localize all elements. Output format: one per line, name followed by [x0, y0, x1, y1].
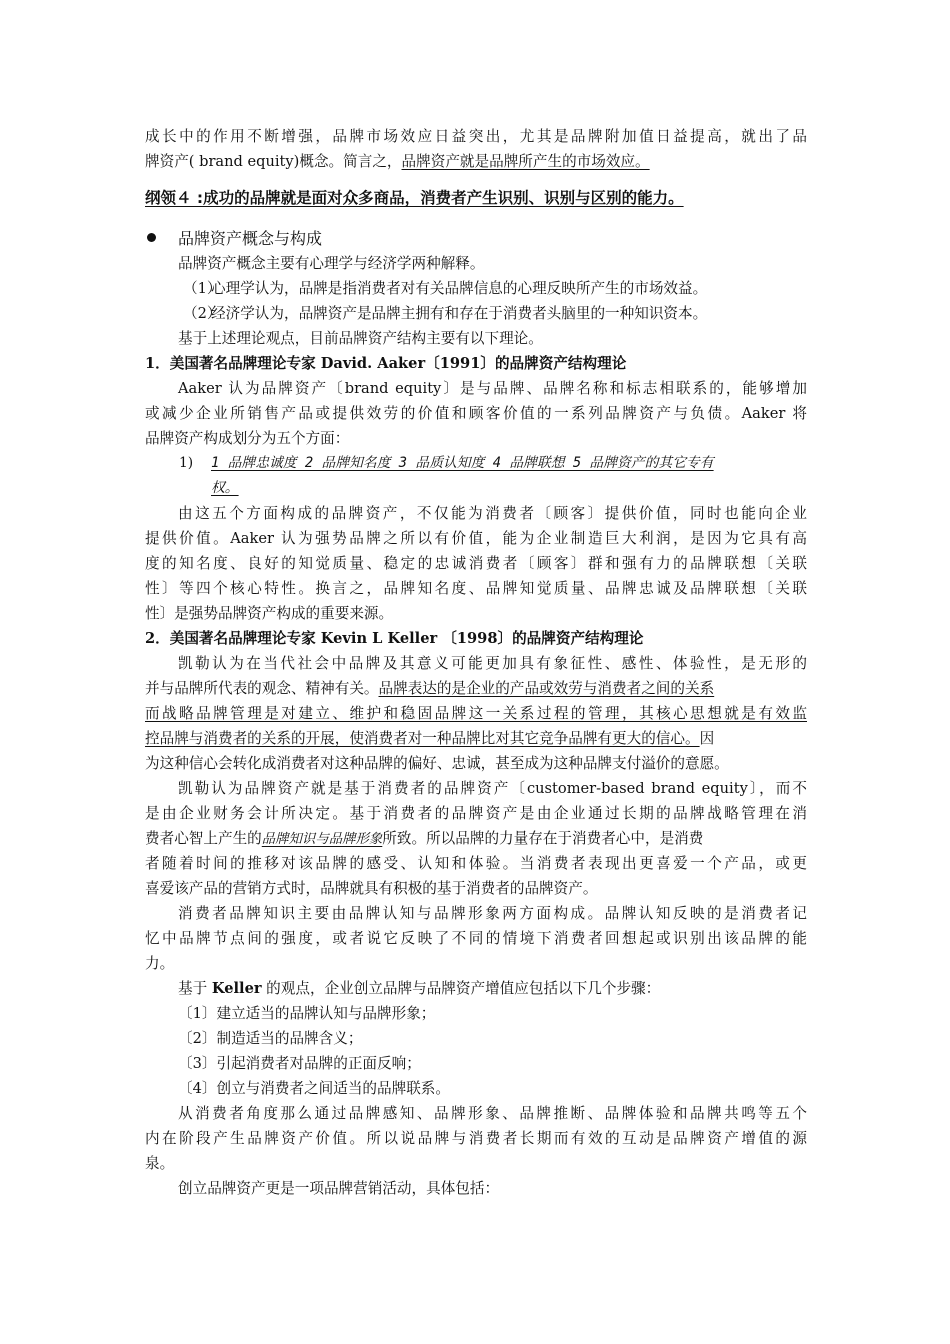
keller-p1-line-5: 为这种信心会转化成消费者对这种品牌的偏好、忠诚，甚至成为这种品牌支付溢价的意愿。 [145, 755, 729, 772]
concept-paragraph: 品牌资产概念主要有心理学与经济学两种解释。 [178, 255, 485, 272]
keller-heading: 2．美国著名品牌理论专家 Kevin L Keller 〔1998〕的品牌资产结构理论 [145, 630, 644, 647]
aaker-p2-line-3: 度的知名度、良好的知觉质量、稳定的忠诚消费者〔顾客〕群和强有力的品牌联想〔关联 [145, 555, 807, 572]
keller-text: 并与品牌所代表的观念、精神有关。 [145, 680, 379, 697]
keller-p4 [145, 976, 807, 1001]
keller-p5-line-3: 泉。 [145, 1155, 175, 1172]
keller-name: Keller [211, 980, 262, 997]
intro-underlined-definition: 品牌资产就是品牌所产生的市场效应。 [401, 153, 650, 170]
aaker-list-item [145, 451, 807, 501]
concept-item-2 [145, 301, 807, 326]
keller-p1-line-4 [145, 726, 807, 751]
keller-p3-line-2: 忆中品牌节点间的强度，或者说它反映了不同的情境下消费者回想起或识别出该品牌的能 [145, 930, 807, 947]
keller-step-1: 〔1〕建立适当的品牌认知与品牌形象； [178, 1005, 436, 1022]
keller-underlined-text: 控品牌与消费者的关系的开展，使消费者对一种品牌比对其它竞争品牌有更大的信心。 [145, 730, 700, 747]
keller-step-3: 〔3〕引起消费者对品牌的正面反响； [178, 1055, 421, 1072]
item-number: （2） [183, 305, 222, 322]
aaker-p2-line-4: 性〕等四个核心特性。换言之，品牌知名度、品牌知觉质量、品牌忠诚及品牌联想〔关联 [145, 580, 807, 597]
keller-underlined-text: 品牌表达的是企业的产品或效劳与消费者之间的关系 [378, 680, 715, 697]
aaker-heading: 1．美国著名品牌理论专家 David. Aaker〔1991〕的品牌资产结构理论 [145, 355, 627, 372]
document-page [145, 124, 807, 1201]
aaker-p1-line-2: 或减少企业所销售产品或提供效劳的价值和顾客价值的一系列品牌资产与负债。Aaker 将 [145, 405, 807, 422]
keller-text: 基于 [178, 980, 212, 997]
keller-p1-line-1: 凯勒认为在当代社会中品牌及其意义可能更加具有象征性、感性、体验性，是无形的 [178, 655, 807, 672]
bullet-dot-icon [147, 233, 156, 242]
keller-emphasis-text: 品牌知识与品牌形象 [261, 832, 383, 847]
keller-text: 的观点，企业创立品牌与品牌资产增值应包括以下几个步骤： [261, 980, 661, 997]
concept-item-1 [145, 276, 807, 301]
section-heading-4: 纲领４ :成功的品牌就是面对众多商品，消费者产生识别、识别与区别的能力。 [145, 189, 684, 207]
list-text-line-2: 权。 [211, 480, 239, 496]
aaker-p2-line-2: 提供价值。Aaker 认为强势品牌之所以有价值，能为企业制造巨大利润，是因为它具有高 [145, 530, 807, 547]
keller-p2-line-2: 是由企业财务会计所决定。基于消费者的品牌资产是由企业通过长期的品牌战略管理在消 [145, 805, 807, 822]
item-text: 经济学认为，品牌资产是品牌主拥有和存在于消费者头脑里的一种知识资本。 [211, 305, 708, 322]
keller-text: 因 [699, 730, 715, 747]
item-text: 心理学认为，品牌是指消费者对有关品牌信息的心理反映所产生的市场效益。 [211, 280, 708, 297]
intro-line-1: 成长中的作用不断增强，品牌市场效应日益突出，尤其是品牌附加值日益提高，就出了品 [145, 128, 807, 145]
concept-paragraph-2: 基于上述理论观点，目前品牌资产结构主要有以下理论。 [178, 330, 543, 347]
list-text-line-1: 1 品牌忠诚度 2 品牌知名度 3 品质认知度 4 品牌联想 5 品牌资产的其它专有 [211, 455, 714, 471]
keller-p2-line-3 [145, 826, 807, 851]
intro-line-2 [145, 149, 807, 174]
keller-step-4: 〔4〕创立与消费者之间适当的品牌联系。 [178, 1080, 450, 1097]
keller-p5-line-2: 内在阶段产生品牌资产价值。所以说品牌与消费者长期而有效的互动是品牌资产增值的源 [145, 1130, 807, 1147]
keller-p2-line-4: 者随着时间的推移对该品牌的感受、认知和体验。当消费者表现出更喜爱一个产品，或更 [145, 855, 807, 872]
item-number: （1） [183, 280, 222, 297]
keller-p3-line-1: 消费者品牌知识主要由品牌认知与品牌形象两方面构成。品牌认知反映的是消费者记 [178, 905, 807, 922]
aaker-p2-line-1: 由这五个方面构成的品牌资产，不仅能为消费者〔顾客〕提供价值，同时也能向企业 [178, 505, 807, 522]
bullet-heading [145, 224, 807, 251]
keller-text: 所致。所以品牌的力量存在于消费者心中，是消费 [382, 830, 704, 847]
keller-p2-line-1: 凯勒认为品牌资产就是基于消费者的品牌资产〔customer-based brand equity〕，而不 [178, 780, 807, 797]
bullet-heading-text: 品牌资产概念与构成 [178, 229, 323, 248]
list-number: 1) [179, 455, 194, 471]
keller-p5-line-1: 从消费者角度那么通过品牌感知、品牌形象、品牌推断、品牌体验和品牌共鸣等五个 [178, 1105, 807, 1122]
keller-p1-line-3: 而战略品牌管理是对建立、维护和稳固品牌这一关系过程的管理，其核心思想就是有效监 [145, 705, 807, 722]
keller-p6: 创立品牌资产更是一项品牌营销活动，具体包括： [178, 1180, 500, 1197]
keller-p1-line-2 [145, 676, 807, 701]
aaker-p1-line-3: 品牌资产构成划分为五个方面： [145, 430, 350, 447]
keller-p3-line-3: 力。 [145, 955, 175, 972]
aaker-p1-line-1: Aaker 认为品牌资产〔brand equity〕是与品牌、品牌名称和标志相联系的，能够增加 [178, 380, 807, 397]
keller-step-2: 〔2〕制造适当的品牌含义； [178, 1030, 363, 1047]
intro-text: 牌资产( brand equity)概念。简言之， [145, 153, 402, 170]
keller-p2-line-5: 喜爱该产品的营销方式时，品牌就具有积极的基于消费者的品牌资产。 [145, 880, 598, 897]
aaker-p2-line-5: 性〕是强势品牌资产构成的重要来源。 [145, 605, 394, 622]
keller-text: 费者心智上产生的 [145, 830, 262, 847]
